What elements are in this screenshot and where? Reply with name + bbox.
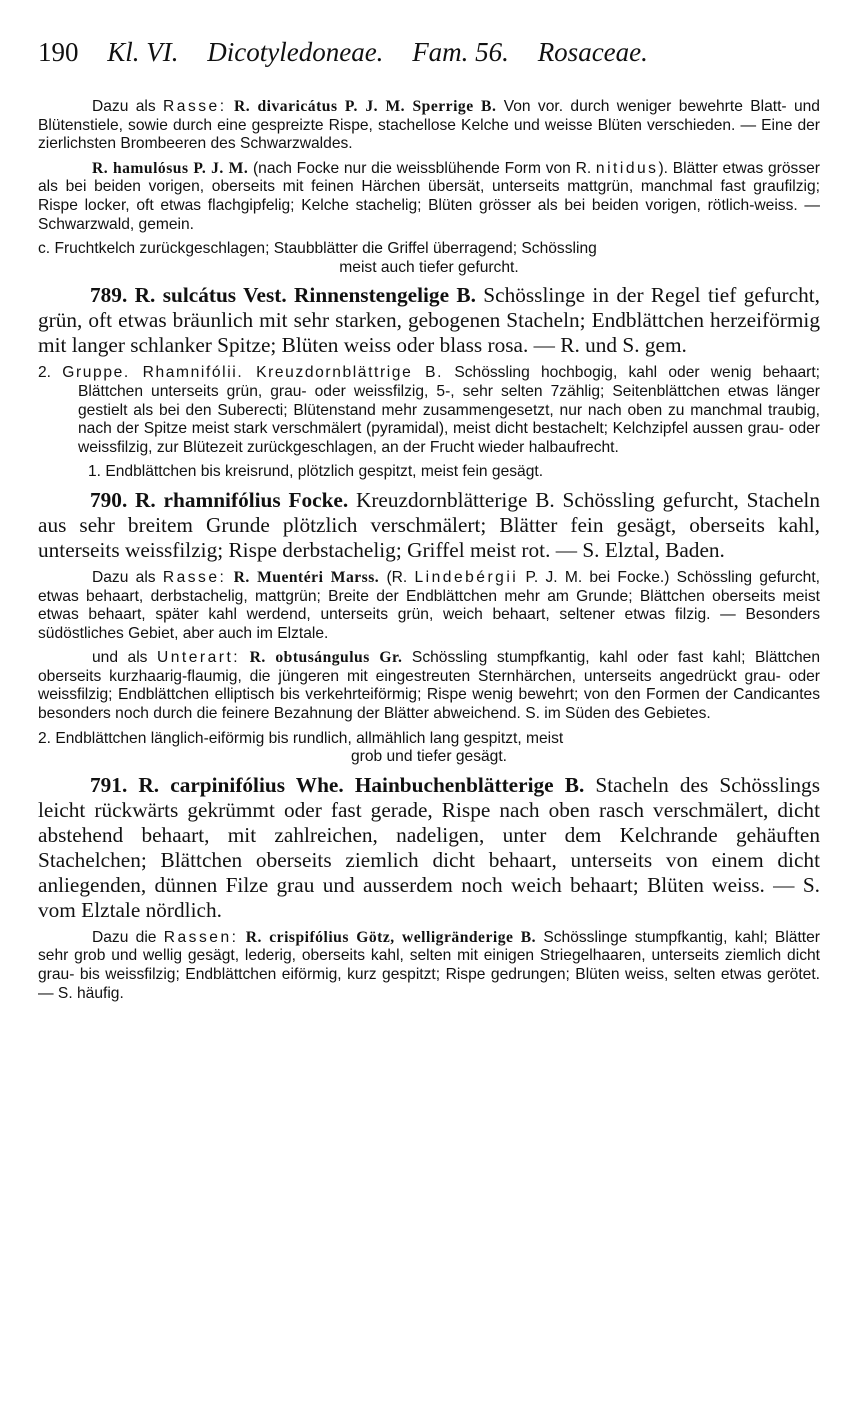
paragraph-hamulosus — [38, 160, 820, 234]
entry-text: Schösslinge in der Regel tief gefurcht, grün, oft etwas bräunlich mit sehr starken, gebogenen Stacheln; Endblättchen herzeiförmig mit langer schlanker Spitze; Blüten weiss oder blass rosa. — R. und S. gem. — [38, 283, 820, 358]
text: Rassen: — [163, 928, 239, 946]
taxon-name: R. crispifólius Götz, welligränderige B. — [245, 928, 537, 946]
text: Schössling hochbogig, kahl oder wenig behaart; Blättchen unterseits grün, grau- oder weissfilzig, 5-, sehr selten 7zählig; Seitenblättchen etwas länger gestielt als bei den Suberecti; Blütenstand mehr zusammengesetzt, nur nach oben zu manchmal traubig, nach der Spitze meist stark verschmälert (pyramidal), meist dicht bestachelt; Kelchzipfel aussen grau- oder weissfilzig, zur Blütezeit zurückgeschlagen, an der Frucht wieder halbaufrecht. — [78, 364, 820, 456]
entry-heading: 790. R. rhamnifólius Focke. — [90, 487, 349, 512]
key-1 — [38, 463, 820, 482]
text: nitidus — [595, 159, 659, 177]
taxon-name: R. hamulósus P. J. M. — [92, 159, 249, 177]
key-2-continued — [38, 748, 820, 767]
text: Rasse: — [162, 568, 227, 586]
key-c-continued — [38, 259, 820, 278]
entry-text: Kreuzdornblätterige B. Schössling gefurcht, Stacheln aus sehr breitem Grunde plötzlich verschmälert; Blätter fein gesägt, oberseits kahl, unterseits weissfilzig; Rispe derbstachelig; Griffel meist rot. — S. Elztal, Baden. — [38, 487, 820, 562]
text: meist auch tiefer gefurcht. — [339, 258, 519, 276]
taxon-name: R. divaricátus P. J. M. Sperrige B. — [233, 98, 497, 115]
entry-791 — [38, 773, 820, 923]
page-header — [38, 34, 820, 70]
paragraph-divaricatus — [38, 98, 820, 154]
text: (nach Focke nur die weissblühende Form von R. — [248, 159, 596, 177]
paragraph-obtusangulus — [38, 649, 820, 723]
taxon-name: R. Muentéri Marss. — [233, 568, 380, 586]
group-2 — [38, 364, 820, 457]
page — [38, 34, 820, 1003]
text: und als — [92, 649, 157, 667]
text: 2. — [38, 364, 63, 382]
entry-789 — [38, 283, 820, 358]
paragraph-muenteri — [38, 569, 820, 643]
taxon-name: R. obtusángulus Gr. — [249, 649, 403, 667]
text: Schösslinge stumpfkantig, kahl; Blätter sehr grob und wellig gesägt, lederig, oberseits kahl, selten mit einigen Striegelhaaren, unterseits ziemlich dicht grau- bis weissfilzig; Endblättchen eiförmig, kurz gespitzt; Rispe gedrungen; Blüten weiss, selten etwas gerötet. — S. häufig. — [38, 928, 820, 1002]
text: ). Blätter etwas grösser als bei beiden vorigen, oberseits mit feinen Härchen übersät, unterseits mattgrün, manchmal fast graufilzig; Rispe locker, oft etwas flachgipfelig; Kelche stachelig; Blüten grösser als bei beiden vorigen, rötlich-weiss. — Schwarzwald, gemein. — [38, 159, 820, 233]
group-title: Gruppe. Rhamnifólii. Kreuzdornblättrige B. — [62, 364, 444, 382]
text: 1. Endblättchen bis kreisrund, plötzlich gespitzt, meist fein gesägt. — [88, 463, 544, 481]
text: 2. Endblättchen länglich-eiförmig bis rundlich, allmählich lang gespitzt, meist — [38, 729, 564, 747]
entry-heading: 789. R. sulcátus Vest. Rinnenstengelige B. — [90, 283, 476, 308]
entry-text: Stacheln des Schösslings leicht rückwärts gekrümmt oder fast gerade, Rispe nach oben rasch verschmälert, dicht abstehend behaart, mit zahlreichen, nadeligen, unter dem Kelchrande gehäuften Stachelchen; Blättchen oberseits ziemlich dicht behaart, unterseits von einem dicht anliegenden, dünnen Filze grau und ausserdem noch weich behaart; Blüten weiss. — S. vom Elztale nördlich. — [38, 772, 820, 922]
text: Dazu als — [92, 98, 164, 115]
header-class: Kl. VI. — [107, 37, 179, 67]
header-family: Rosaceae. — [537, 37, 648, 67]
text: Rasse: — [163, 98, 227, 115]
entry-heading: 791. R. carpinifólius Whe. Hainbuchenblätterige B. — [90, 772, 585, 797]
text: Schössling stumpfkantig, kahl oder fast kahl; Blättchen oberseits kurzhaarig-flaumig, die jüngeren mit eingestreuten Sternhärchen, unterseits angedrückt grau- oder weissfilzig; Endblättchen elliptisch bis verkehrteiförmig; Rispe wenig bewehrt; von den Formen der Candicantes besonders noch durch die feinere Bezahnung der Blätter abweichend. S. im Süden des Gebietes. — [38, 649, 821, 723]
header-group: Dicotyledoneae. — [207, 37, 384, 67]
text: c. Fruchtkelch zurückgeschlagen; Staubblätter die Griffel überragend; Schössling — [38, 240, 597, 258]
text: Unterart: — [156, 649, 241, 667]
text: Lindebérgii — [414, 568, 519, 586]
text: Dazu als — [92, 568, 163, 586]
paragraph-crispifolius — [38, 929, 820, 1003]
key-c — [38, 240, 820, 259]
page-number: 190 — [38, 37, 79, 67]
text: Dazu die — [92, 928, 164, 946]
key-2 — [38, 730, 820, 749]
text: grob und tiefer gesägt. — [350, 748, 508, 766]
header-family-number: Fam. 56. — [412, 37, 509, 67]
entry-790 — [38, 488, 820, 563]
text: Von vor. durch weniger bewehrte Blatt- und Blütenstiele, sowie durch eine gespreizte Rispe, stachellose Kelche und weisse Blüten verschieden. — Eine der zierlichsten Brombeeren des Schwarzwaldes. — [38, 98, 820, 153]
text: (R. — [379, 568, 415, 586]
text: P. J. M. bei Focke.) Schössling gefurcht, etwas behaart, derbstachelig, mattgrün; Breite der Endblättchen mehr am Grunde; Blättchen oberseits meist etwas behaart, später kahl werdend, unterseits grün, weich behaart, seltener etwas filzig. — Besonders südöstliches Gebiet, aber auch im Elztale. — [38, 568, 820, 642]
